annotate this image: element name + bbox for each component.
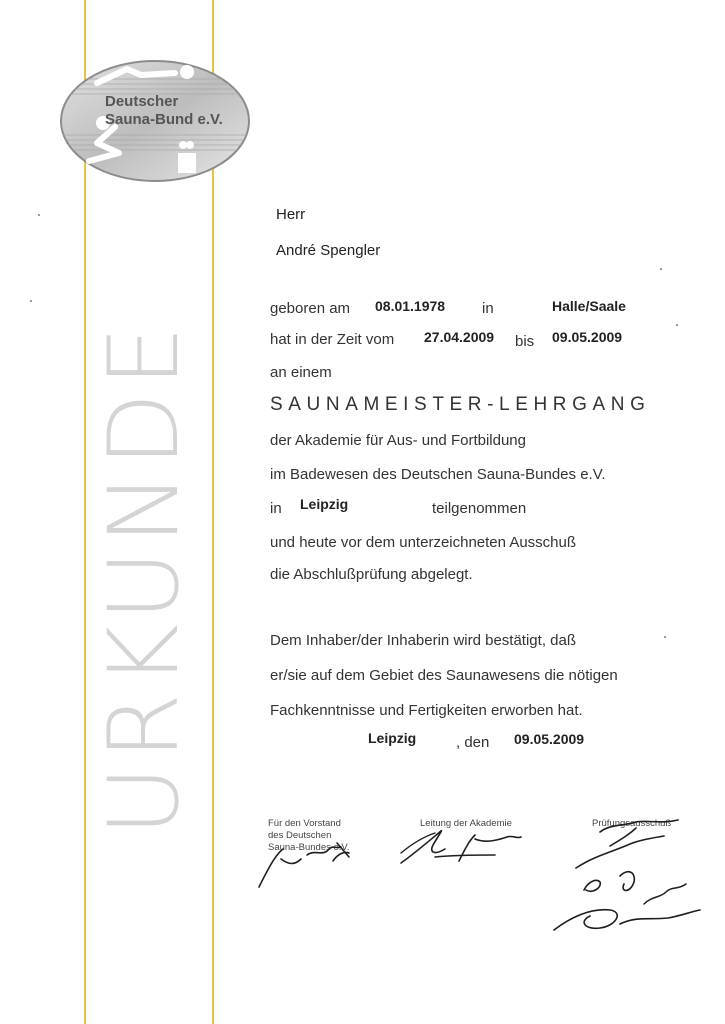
- scan-speck: [676, 324, 678, 326]
- sig-label-vorstand-3: Sauna-Bundes e.V.: [268, 842, 350, 853]
- salutation: Herr: [276, 206, 306, 223]
- birth-date: 08.01.1978: [375, 298, 446, 314]
- vertical-title: [88, 288, 200, 868]
- confirmation-line-3: Fachkenntnisse und Fertigkeiten erworben hat.: [270, 702, 583, 719]
- confirmation-line-2: er/sie auf dem Gebiet des Saunawesens die nötigen: [270, 667, 618, 684]
- issue-date: 09.05.2009: [514, 731, 585, 747]
- sauna-bund-logo: [57, 57, 253, 190]
- sig-label-vorstand-2: des Deutschen: [268, 830, 332, 841]
- confirmation-line-1: Dem Inhaber/der Inhaberin wird bestätigt, daß: [270, 632, 576, 649]
- sig-label-akademie: Leitung der Akademie: [420, 818, 512, 829]
- signature-akademie: [395, 815, 545, 875]
- period-to-label: bis: [515, 333, 535, 350]
- scan-speck: [30, 300, 32, 302]
- scan-speck: [660, 268, 662, 270]
- logo-line-1: Deutscher: [105, 93, 179, 110]
- location-suffix: teilgenommen: [432, 500, 527, 517]
- issue-den-label: , den: [456, 734, 490, 751]
- course-title: SAUNAMEISTER-LEHRGANG: [270, 394, 651, 415]
- period-from: 27.04.2009: [424, 329, 495, 345]
- vertical-title-text: URKUNDE: [88, 320, 200, 836]
- line-badewesen: im Badewesen des Deutschen Sauna-Bundes e.V.: [270, 466, 606, 483]
- signature-pruefung: [540, 812, 710, 962]
- scan-speck: [38, 214, 40, 216]
- sig-label-vorstand-1: Für den Vorstand: [268, 818, 341, 829]
- logo-line-2: Sauna-Bund e.V.: [105, 111, 223, 128]
- scan-speck: [664, 636, 666, 638]
- line-an-einem: an einem: [270, 364, 332, 381]
- period-label: hat in der Zeit vom: [270, 331, 395, 348]
- location-city: Leipzig: [300, 496, 349, 512]
- period-to: 09.05.2009: [552, 329, 623, 345]
- birth-place: Halle/Saale: [552, 298, 626, 314]
- signature-vorstand: [245, 835, 365, 895]
- line-ausschuss: und heute vor dem unterzeichneten Ausschuß: [270, 534, 577, 551]
- birth-label: geboren am: [270, 300, 351, 317]
- issue-city: Leipzig: [368, 730, 417, 746]
- line-pruefung: die Abschlußprüfung abgelegt.: [270, 566, 473, 583]
- sig-label-pruefung: Prüfungsausschuß: [592, 818, 672, 829]
- recipient-name: André Spengler: [276, 242, 381, 259]
- birth-in-label: in: [482, 300, 494, 317]
- location-in-label: in: [270, 500, 282, 517]
- line-akademie: der Akademie für Aus- und Fortbildung: [270, 432, 526, 449]
